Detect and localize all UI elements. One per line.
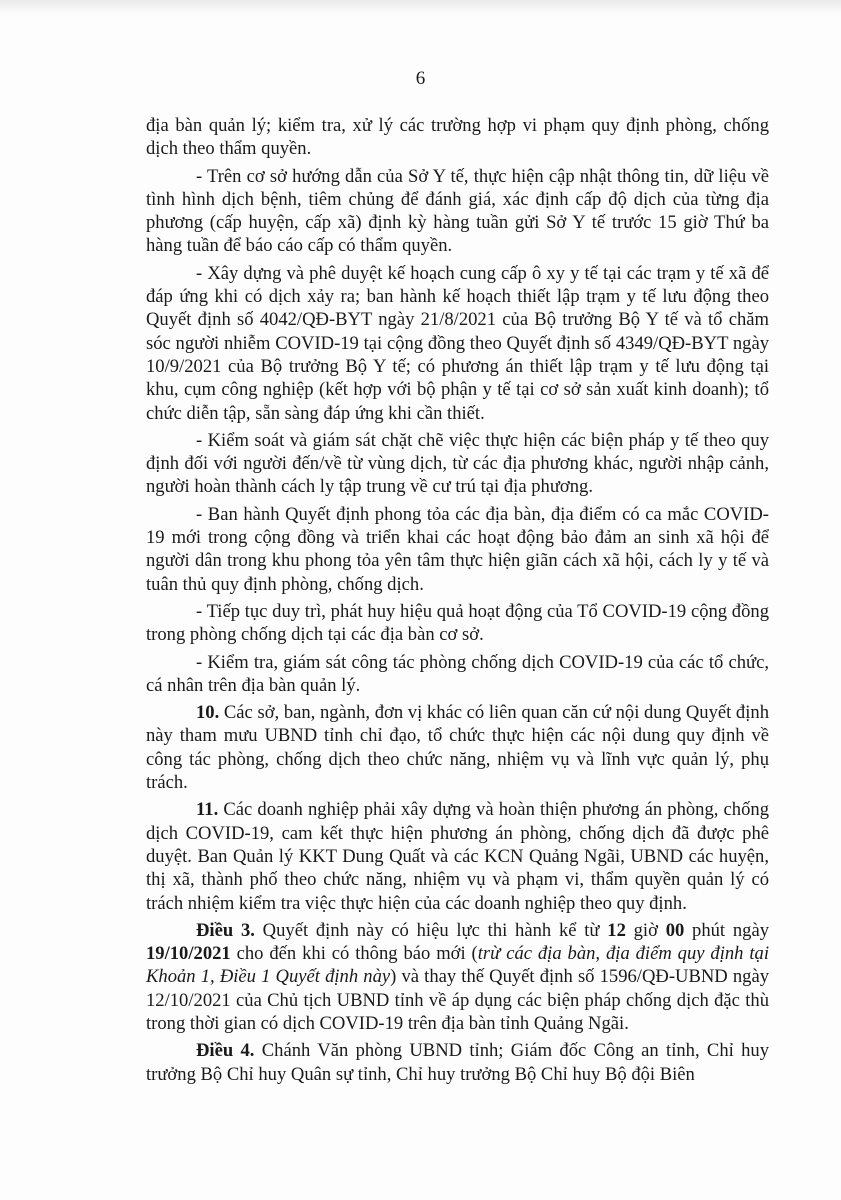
text-segment: phút ngày [684,919,770,941]
text-segment: Các doanh nghiệp phải xây dựng và hoàn thiện phương án phòng, chống dịch COVID-19, cam kết thực hiện phương án phòng, chống dịch đã được phê duyệt. Ban Quản lý KKT Dung Quất và các KCN Quảng Ngãi, UBND các huyện, thị xã, thành phố theo chức năng, nhiệm vụ và phạm vi, thẩm quyền quản lý có trách nhiệm kiểm tra việc thực hiện của các doanh nghiệp theo quy định. [146,799,769,914]
text-segment: 00 [665,919,685,941]
paragraph-p2 [146,262,769,425]
text-segment: cho đến khi có thông báo mới ( [230,943,478,965]
text-segment: - Kiểm tra, giám sát công tác phòng chống dịch COVID-19 của các tổ chức, cá nhân trên địa bàn quản lý. [146,651,769,696]
scan-edge-shadow [0,0,841,14]
text-segment: 10. [196,702,220,724]
text-segment: - Kiểm soát và giám sát chặt chẽ việc thực hiện các biện pháp y tế theo quy định đối với người đến/về từ vùng dịch, từ các địa phương khác, người nhập cảnh, người hoàn thành cách ly tập trung về cư trú tại địa phương. [146,429,769,498]
text-segment: 12 [607,919,626,941]
text-segment: Điều 4. [196,1040,255,1062]
text-segment: giờ [625,919,666,941]
page-number: 6 [415,68,426,89]
text-segment: 19/10/2021 [146,943,231,965]
text-segment: trừ các địa bàn, địa điểm quy định tại Khoản 1, Điều 1 Quyết định này [146,943,769,988]
text-segment: Điều 3. [196,919,255,941]
text-segment: Chánh Văn phòng UBND tỉnh; Giám đốc Công an tỉnh, Chỉ huy trưởng Bộ Chỉ huy Quân sự tỉnh, Chỉ huy trưởng Bộ Chỉ huy Bộ đội Biên [146,1040,770,1085]
paragraph-p5 [146,600,769,647]
text-segment: - Xây dựng và phê duyệt kế hoạch cung cấp ô xy y tế tại các trạm y tế xã để đáp ứng khi có dịch xảy ra; ban hành kế hoạch thiết lập trạm y tế lưu động theo Quyết định số 4042/QĐ-BYT ngày 21/8/2021 của Bộ trưởng Bộ Y tế và tổ chăm sóc người nhiễm COVID-19 tại cộng đồng theo Quyết định số 4349/QĐ-BYT ngày 10/9/2021 của Bộ trưởng Bộ Y tế; có phương án thiết lập trạm y tế lưu động tại khu, cụm công nghiệp (kết hợp với bộ phận y tế tại cơ sở sản xuất kinh doanh); tổ chức diễn tập, sẵn sàng đáp ứng khi cần thiết. [146,262,769,424]
paragraph-p3 [146,429,769,499]
text-segment: - Trên cơ sở hướng dẫn của Sở Y tế, thực hiện cập nhật thông tin, dữ liệu về tình hình dịch bệnh, tiêm chủng để đánh giá, xác định cấp độ dịch của từng địa phương (cấp huyện, cấp xã) định kỳ hàng tuần gửi Sở Y tế trước 15 giờ Thứ ba hàng tuần để báo cáo cấp có thẩm quyền. [146,165,769,257]
paragraph-p8 [146,798,769,914]
text-segment: Quyết định này có hiệu lực thi hành kể từ [254,919,608,941]
text-segment: địa bàn quản lý; kiểm tra, xử lý các trường hợp vi phạm quy định phòng, chống dịch theo thẩm quyền. [146,115,769,160]
text-segment: Các sở, ban, ngành, đơn vị khác có liên quan căn cứ nội dung Quyết định này tham mưu UBND tỉnh chỉ đạo, tổ chức thực hiện các nội dung quy định về công tác phòng, chống dịch theo chức năng, nhiệm vụ và lĩnh vực quản lý, phụ trách. [146,702,769,794]
text-segment: - Ban hành Quyết định phong tỏa các địa bàn, địa điểm có ca mắc COVID-19 mới trong cộng đồng và triển khai các hoạt động bảo đảm an sinh xã hội để người dân trong khu phong tỏa yên tâm thực hiện giãn cách xã hội, cách ly y tế và tuân thủ quy định phòng, chống dịch. [146,503,769,595]
paragraph-p7 [146,701,769,794]
paragraph-p9 [146,919,769,1035]
document-body [146,114,769,1090]
paragraph-p10 [146,1039,769,1086]
paragraph-p4 [146,503,769,596]
paragraph-p0 [146,114,769,161]
paragraph-p6 [146,651,769,698]
text-segment: ) và thay thế Quyết định số 1596/QĐ-UBND ngày 12/10/2021 của Chủ tịch UBND tỉnh về áp dụng các biện pháp chống dịch đặc thù trong thời gian có dịch COVID-19 trên địa bàn tỉnh Quảng Ngãi. [146,966,769,1034]
paragraph-p1 [146,165,769,258]
text-segment: - Tiếp tục duy trì, phát huy hiệu quả hoạt động của Tổ COVID-19 cộng đồng trong phòng chống dịch tại các địa bàn cơ sở. [146,600,769,646]
text-segment: 11. [196,799,219,821]
